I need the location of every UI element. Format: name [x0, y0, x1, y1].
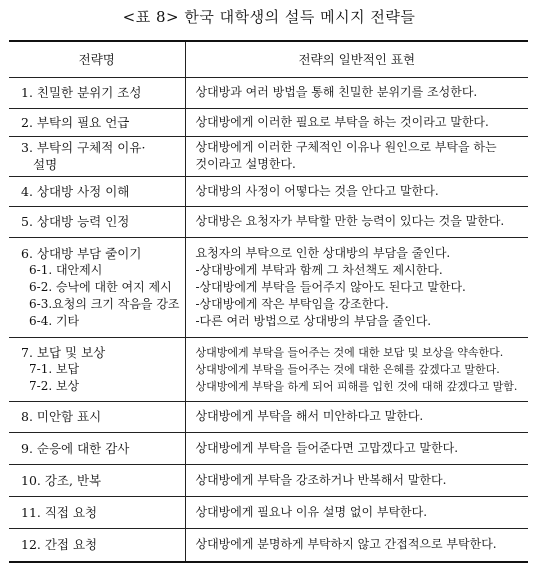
- strategy-name: 9. 순응에 대한 감사: [9, 432, 185, 464]
- strategy-table: [9, 40, 528, 563]
- strategy-expression: 상대방에게 부탁을 강조하거나 반복해서 말한다.: [185, 464, 528, 496]
- strategy-name: 11. 직접 요청: [9, 496, 185, 528]
- table-row: [9, 528, 528, 562]
- strategy-expression: 상대방에게 이러한 구체적인 이유나 원인으로 부탁을 하는 것이라고 설명한다.: [185, 136, 528, 176]
- table-row: [9, 237, 528, 337]
- strategy-expression: 상대방에게 부탁을 해서 미안하다고 말한다.: [185, 401, 528, 432]
- table-row: [9, 108, 528, 136]
- strategy-expression: 상대방에게 이러한 필요로 부탁을 하는 것이라고 말한다.: [185, 108, 528, 136]
- strategy-name: 8. 미안함 표시: [9, 401, 185, 432]
- strategy-name: 6. 상대방 부담 줄이기 6-1. 대안제시 6-2. 승낙에 대한 여지 제시 6-3.요청의 크기 작음을 강조 6-4. 기타: [9, 237, 185, 337]
- strategy-expression: 상대방과 여러 방법을 통해 친밀한 분위기를 조성한다.: [185, 77, 528, 108]
- header-strategy-name: 전략명: [9, 41, 185, 77]
- strategy-name: 4. 상대방 사정 이해: [9, 176, 185, 206]
- table-caption: <표 8> 한국 대학생의 설득 메시지 전략들: [122, 8, 416, 26]
- strategy-expression: 요청자의 부탁으로 인한 상대방의 부담을 줄인다. -상대방에게 부탁과 함께 그 차선책도 제시한다. -상대방에게 부탁을 들어주지 않아도 된다고 말한다. -상대방에게 작은 부탁임을 강조한다. -다른 여러 방법으로 상대방의 부담을 줄인다.: [185, 237, 528, 337]
- strategy-expression: 상대방에게 부탁을 들어준다면 고맙겠다고 말한다.: [185, 432, 528, 464]
- header-strategy-expression: 전략의 일반적인 표현: [185, 41, 528, 77]
- table-row: [9, 136, 528, 176]
- strategy-name: 10. 강조, 반복: [9, 464, 185, 496]
- strategy-name: 5. 상대방 능력 인정: [9, 206, 185, 237]
- strategy-expression: 상대방에게 부탁을 들어주는 것에 대한 보답 및 보상을 약속한다. 상대방에게 부탁을 들어주는 것에 대한 은혜를 갚겠다고 말한다. 상대방에게 부탁을 하게 되어 피해를 입힌 것에 대해 갚겠다고 말함.: [185, 337, 528, 401]
- table-row: [9, 206, 528, 237]
- table-row: [9, 77, 528, 108]
- strategy-expression: 상대방은 요청자가 부탁할 만한 능력이 있다는 것을 말한다.: [185, 206, 528, 237]
- strategy-name: 7. 보답 및 보상 7-1. 보답 7-2. 보상: [9, 337, 185, 401]
- strategy-name: 2. 부탁의 필요 언급: [9, 108, 185, 136]
- table-row: [9, 432, 528, 464]
- table-row: [9, 464, 528, 496]
- strategy-expression: 상대방의 사정이 어떻다는 것을 안다고 말한다.: [185, 176, 528, 206]
- header-row: [9, 41, 528, 77]
- table-row: [9, 496, 528, 528]
- table-row: [9, 176, 528, 206]
- strategy-expression: 상대방에게 필요나 이유 설명 없이 부탁한다.: [185, 496, 528, 528]
- strategy-expression: 상대방에게 분명하게 부탁하지 않고 간접적으로 부탁한다.: [185, 528, 528, 562]
- table-row: [9, 401, 528, 432]
- strategy-name: 3. 부탁의 구체적 이유· 설명: [9, 136, 185, 176]
- strategy-name: 12. 간접 요청: [9, 528, 185, 562]
- strategy-name: 1. 친밀한 분위기 조성: [9, 77, 185, 108]
- table-row: [9, 337, 528, 401]
